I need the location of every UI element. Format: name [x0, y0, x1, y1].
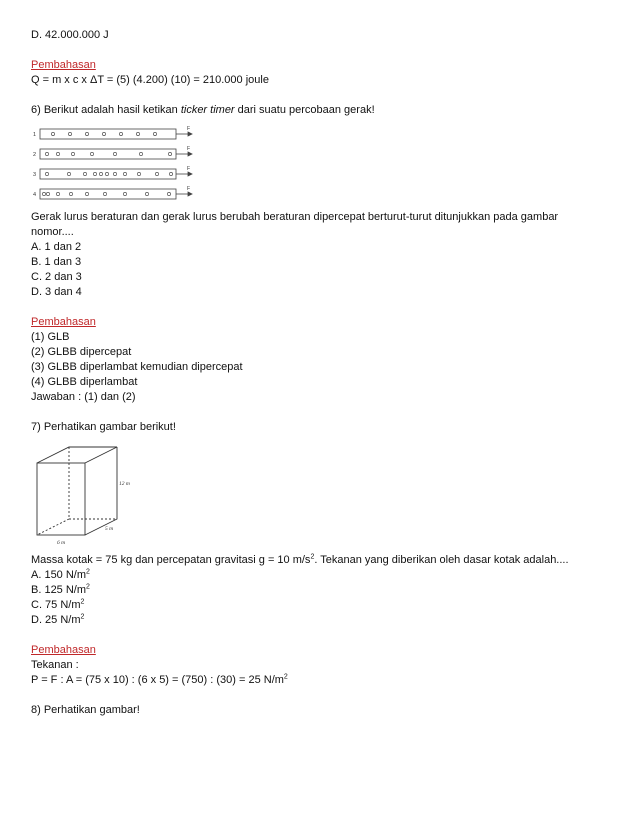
q7-prompt-pre: Massa kotak = 75 kg dan percepatan gravitasi g = 10 m/s — [31, 554, 311, 566]
force-label-4: F — [187, 186, 191, 192]
q7-option-d: D. 25 $N/m^2$ — [31, 613, 85, 626]
box-figure — [33, 445, 143, 549]
q6-explanation-4: (4) GLBB diperlambat — [31, 376, 138, 388]
q7-option-b: B. 125 $N/m^2$ — [31, 583, 90, 596]
document-page — [31, 28, 611, 718]
question-6 — [31, 103, 611, 118]
tape-number-1: 1 — [33, 132, 37, 138]
q6-text-post: dari suatu percobaan gerak! — [234, 104, 375, 116]
q6-explanation-1: (1) GLB — [31, 331, 70, 343]
force-label-2: F — [187, 146, 191, 152]
q7-prompt — [31, 553, 611, 568]
q7-tekanan-label: Tekanan : — [31, 659, 79, 671]
q6-option-c: C. 2 dan 3 — [31, 271, 82, 283]
q6-option-d: D. 3 dan 4 — [31, 286, 82, 298]
dim-height-label: 12 m — [119, 481, 130, 487]
q7-prompt-sup: 2 — [310, 553, 315, 561]
q6-text-pre: 6) Berikut adalah hasil ketikan — [31, 104, 181, 116]
tape-number-4: 4 — [33, 192, 37, 198]
question-8: 8) Perhatikan gambar! — [31, 704, 140, 716]
dim-depth-label: 5 m — [105, 526, 114, 532]
q7-pembahasan-heading: Pembahasan — [31, 644, 96, 656]
dim-width-label: 6 m — [57, 540, 66, 546]
tape-4 — [40, 189, 176, 199]
q6-text-italic: ticker timer — [180, 104, 235, 116]
q6-explanation-3: (3) GLBB diperlambat kemudian dipercepat — [31, 361, 243, 373]
solution-prev: Q = m x c x ΔT = (5) (4.200) (10) = 210.000 joule — [31, 74, 269, 86]
tape-1 — [40, 129, 176, 139]
question-7: 7) Perhatikan gambar berikut! — [31, 421, 176, 433]
q6-prompt — [31, 210, 611, 240]
option-d-prev: D. 42.000.000 J — [31, 29, 109, 41]
q6-option-b: B. 1 dan 3 — [31, 256, 82, 268]
q6-option-a: A. 1 dan 2 — [31, 241, 82, 253]
q6-answer: Jawaban : (1) dan (2) — [31, 391, 136, 403]
q7-prompt-post: . Tekanan yang diberikan oleh dasar kotak adalah.... — [314, 554, 569, 566]
force-label-1: F — [187, 126, 191, 132]
tape-number-2: 2 — [33, 152, 37, 158]
tape-number-3: 3 — [33, 172, 37, 178]
tape-2 — [40, 149, 176, 159]
q7-solution: P = F : A = (75 x 10) : (6 x 5) = (750) : (30) = 25 $N/m^2$ — [31, 673, 288, 686]
ticker-timer-figure — [33, 124, 203, 206]
q7-option-a: A. 150 $N/m^2$ — [31, 568, 90, 581]
q7-option-c: C. 75 $N/m^2$ — [31, 598, 85, 611]
q6-pembahasan-heading: Pembahasan — [31, 316, 96, 328]
pembahasan-heading: Pembahasan — [31, 59, 96, 71]
q6-prompt-line1: Gerak lurus beraturan dan gerak lurus berubah beraturan dipercepat berturut-turut ditunjukkan pada gambar — [31, 211, 559, 223]
q6-prompt-line2: nomor.... — [31, 226, 74, 238]
force-label-3: F — [187, 166, 191, 172]
q6-explanation-2: (2) GLBB dipercepat — [31, 346, 132, 358]
